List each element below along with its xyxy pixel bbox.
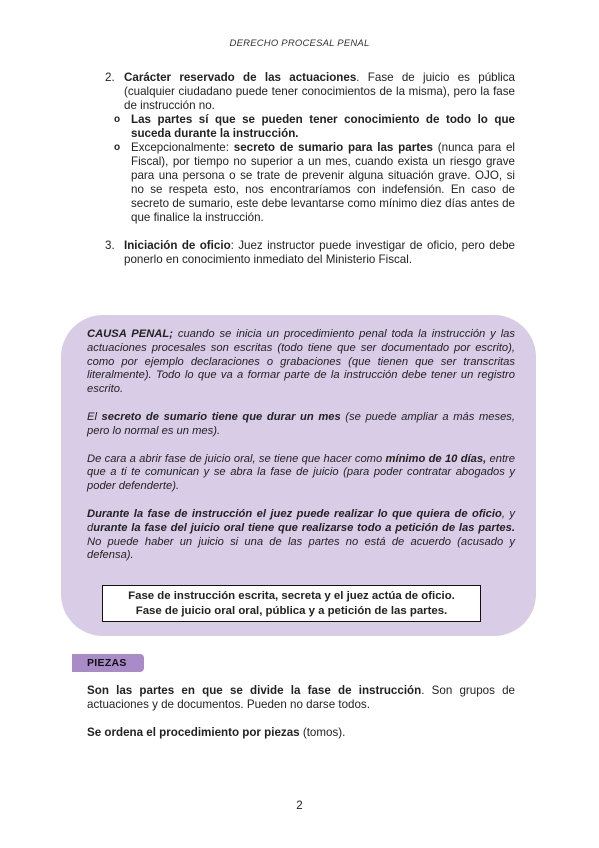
paragraph [87,411,515,439]
text: , y d [87,507,516,534]
paragraph [87,508,515,563]
bullet-icon: o [114,114,121,125]
summary-box [102,585,481,622]
sub-item-bold: secreto de sumario para las partes [233,141,433,154]
list-item-3 [87,239,515,267]
text: (tomos). [299,726,346,739]
section-heading-piezas: PIEZAS [72,654,144,672]
sub-item-bold: Las partes sí que se pueden tener conocimiento de todo lo que suceda durante la instrucción. [131,113,515,140]
bold-text: secreto de sumario tiene que durar un mes [101,410,341,423]
text: entre que a ti te comunican y se abra la fase de juicio (para poder contratar abogados y poder defenderte). [87,452,516,493]
bold-text: Se ordena el procedimiento por piezas [87,726,300,739]
running-header: DERECHO PROCESAL PENAL [229,38,370,49]
sub-item [114,141,516,225]
item-text: . Fase de juicio es pública (cualquier ciudadano puede tener conocimientos de la misma), pero la fase de instrucción no. [124,71,515,112]
summary-line: Fase de instrucción escrita, secreta y el juez actúa de oficio. [128,590,455,602]
sub-item-prefix: Excepcionalmente: [131,141,234,154]
numbered-list [87,71,515,267]
bold-text: mínimo de 10 días, [385,452,487,465]
summary-line: Fase de juicio oral oral, pública y a petición de las partes. [135,605,448,617]
page-number: 2 [296,800,303,812]
causa-penal-text [87,328,515,577]
sub-item [114,113,515,141]
bold-text: urante la fase del juicio oral tiene que realizarse todo a petición de las partes. [93,521,515,534]
sub-list [114,113,516,225]
paragraph [87,684,515,712]
paragraph [87,453,515,494]
bold-text: CAUSA PENAL; [87,328,173,340]
item-number: 3. [105,239,115,252]
piezas-text [87,684,515,754]
sub-item-text: (nunca para el Fiscal), por tiempo no superior a un mes, cuando exista un riesgo grave para una persona o se trate de prevenir alguna situación grave. OJO, si no se respeta esto, nos encontraríamos con indefensión. En caso de secreto de sumario, este debe levantarse como mínimo diez días antes de que finalice la instrucción. [131,141,516,224]
list-item-2 [87,71,515,113]
item-text: : Juez instructor puede investigar de oficio, pero debe ponerlo en conocimiento inmediato del Ministerio Fiscal. [124,239,515,266]
paragraph [87,726,515,740]
text: cuando se inicia un procedimiento penal toda la instrucción y las actuaciones procesales son escritas (todo tiene que ser documentado por escrito), como por ejemplo declaraciones o grabaciones (que tienen que ser transcritas literalmente). Todo lo que va a formar parte de la instrucción debe tener un registro escrito. [87,328,515,396]
text: (se puede ampliar a más meses, pero lo normal es un mes). [87,410,516,437]
item-title: Iniciación de oficio [124,239,231,252]
bullet-icon: o [114,142,121,153]
paragraph [87,328,515,397]
text: El [87,410,102,423]
text: No puede haber un juicio si una de las partes no está de acuerdo (acusado y defensa). [87,535,515,562]
text: . Son grupos de actuaciones y de documentos. Pueden no darse todos. [87,684,516,711]
text: De cara a abrir fase de juicio oral, se tiene que hacer como [87,452,386,465]
bold-text: Son las partes en que se divide la fase de instrucción [87,684,422,697]
bold-text: Durante la fase de instrucción el juez puede realizar lo que quiera de oficio [87,507,502,520]
item-title: Carácter reservado de las actuaciones [124,71,357,84]
item-number: 2. [105,71,115,84]
